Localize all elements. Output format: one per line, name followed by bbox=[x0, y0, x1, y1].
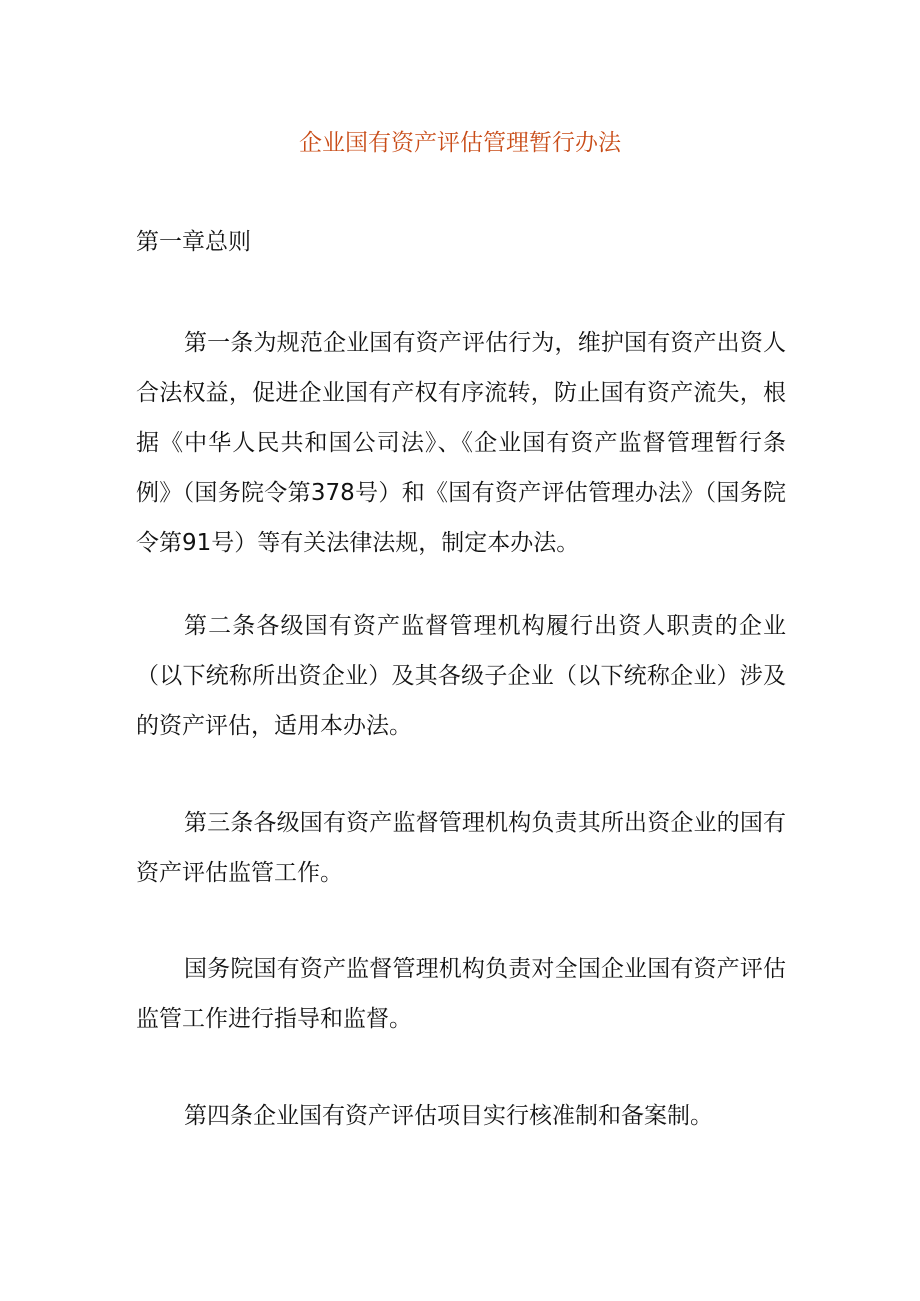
document-title: 企业国有资产评估管理暂行办法 bbox=[299, 130, 621, 156]
article-3-continuation-paragraph: 国务院国有资产监督管理机构负责对全国企业国有资产评估监管工作进行指导和监督。 bbox=[136, 956, 786, 1032]
article-2-paragraph: 第二条各级国有资产监督管理机构履行出资人职责的企业（以下统称所出资企业）及其各级子企业（以下统称企业）涉及的资产评估，适用本办法。 bbox=[136, 613, 786, 739]
chapter-heading: 第一章总则 bbox=[136, 229, 251, 255]
article-3-paragraph: 第三条各级国有资产监督管理机构负责其所出资企业的国有资产评估监管工作。 bbox=[136, 810, 786, 886]
article-1-paragraph: 第一条为规范企业国有资产评估行为，维护国有资产出资人合法权益，促进企业国有产权有序流转，防止国有资产流失，根据《中华人民共和国公司法》、《企业国有资产监督管理暂行条例》（国务院令第378号）和《国有资产评估管理办法》（国务院令第91号）等有关法律法规，制定本办法。 bbox=[136, 330, 786, 556]
article-4-paragraph: 第四条企业国有资产评估项目实行核准制和备案制。 bbox=[184, 1103, 713, 1129]
